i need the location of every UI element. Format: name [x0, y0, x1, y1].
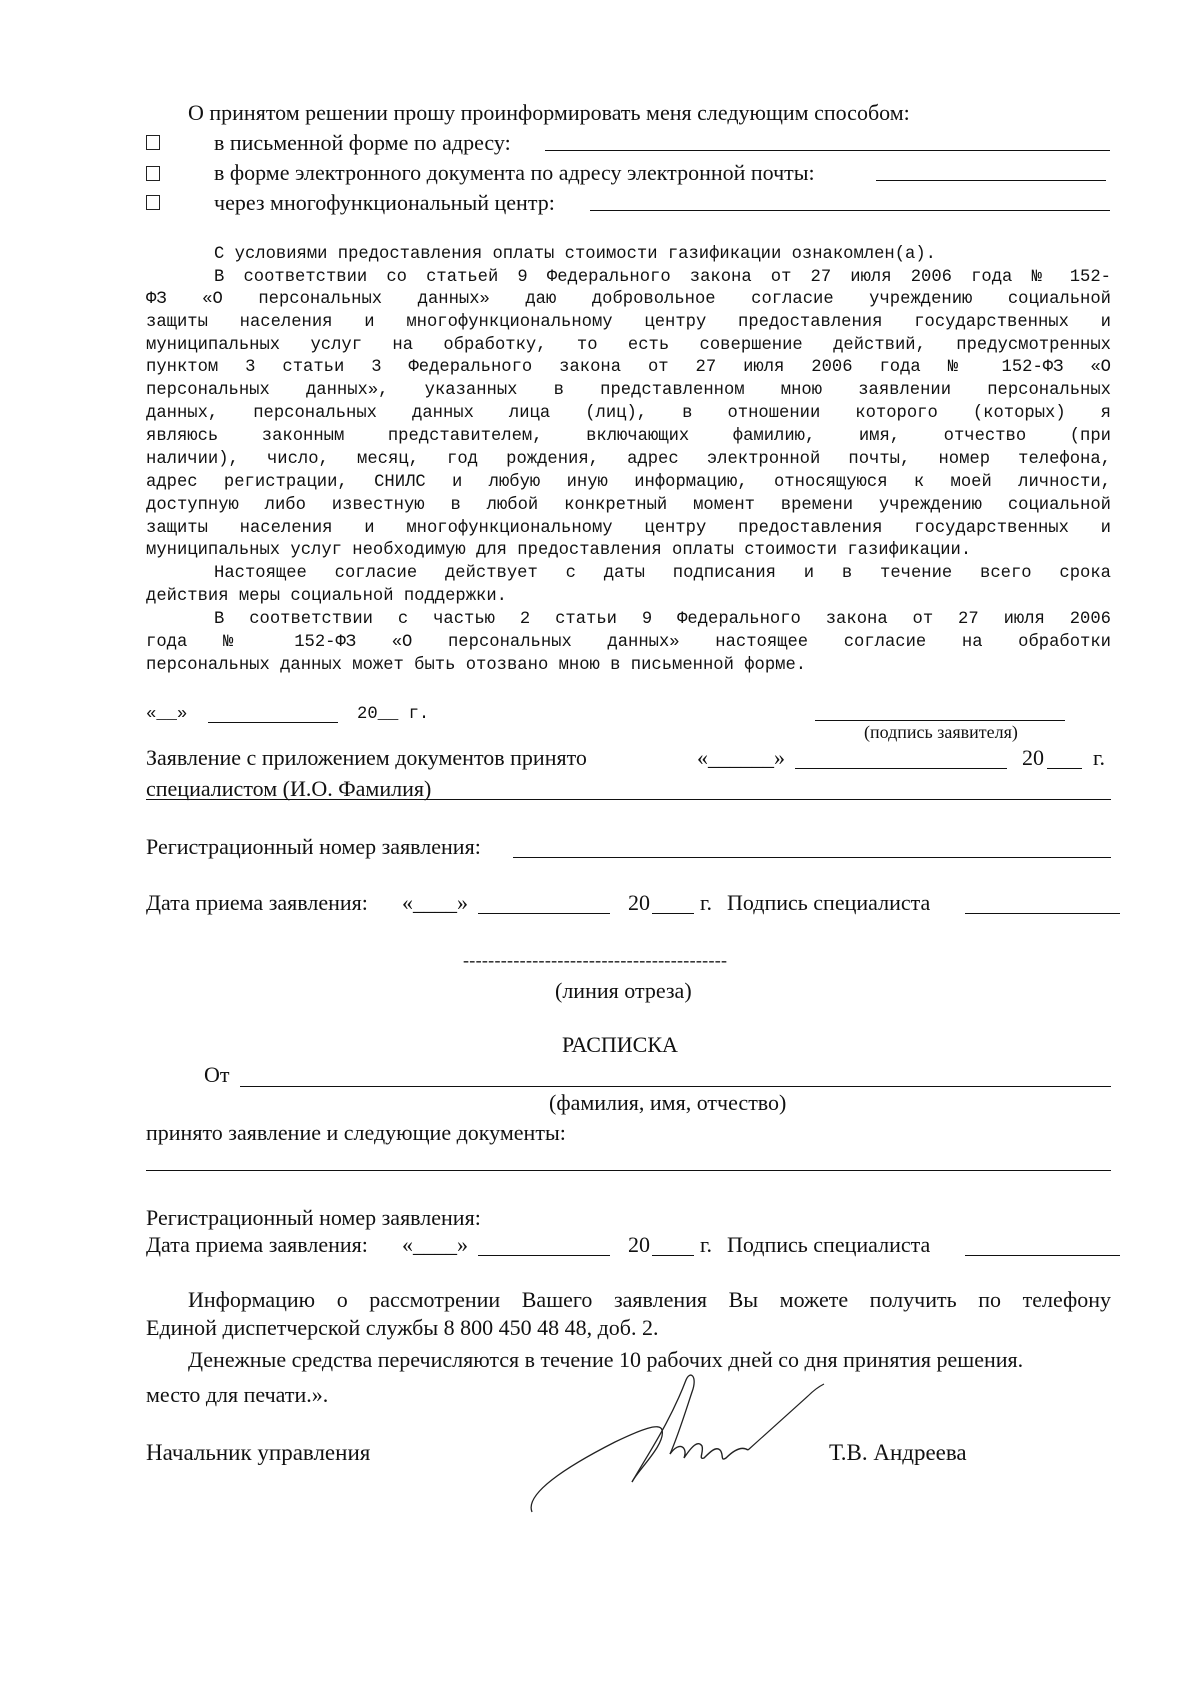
receipt-date-day[interactable]: «____»	[402, 1232, 468, 1257]
info-payment: Денежные средства перечисляются в течение 10 рабочих дней со дня принятия решения.	[188, 1347, 1024, 1372]
consent-line: пунктом 3 статьи 3 Федерального закона от 27 июля 2006 года № 152-ФЗ «О	[146, 358, 1111, 377]
footer-position: Начальник управления	[146, 1440, 371, 1465]
consent-date-month-field[interactable]	[208, 722, 338, 723]
consent-line: года № 152-ФЗ «О персональных данных» настоящее согласие на обработки	[146, 633, 1111, 652]
consent-line: С условиями предоставления оплаты стоимости газификации ознакомлен(а).	[214, 245, 936, 264]
info-phone-line1: Информацию о рассмотрении Вашего заявления Вы можете получить по телефону	[188, 1287, 1111, 1312]
consent-date-day[interactable]: «__»	[146, 705, 188, 724]
checkbox-postal[interactable]	[146, 135, 160, 150]
receipt-from-label: От	[204, 1062, 230, 1087]
receipt-title: РАСПИСКА	[562, 1032, 678, 1057]
receipt-number-label: Регистрационный номер заявления:	[146, 1205, 481, 1230]
consent-line: персональных данных», указанных в представленном мною заявлении персональных	[146, 381, 1111, 400]
consent-line: доступную либо известную в любой конкретный момент времени учреждению социальной	[146, 496, 1111, 515]
consent-line: защиты населения и многофункциональному центру предоставления государственных и	[146, 519, 1111, 538]
mfc-field[interactable]	[590, 210, 1110, 211]
handwritten-signature	[520, 1370, 850, 1530]
option-email: в форме электронного документа по адресу электронной почты:	[214, 160, 815, 185]
reg-signature-field[interactable]	[965, 913, 1120, 914]
applicant-signature-field[interactable]	[815, 720, 1065, 721]
fio-caption: (фамилия, имя, отчество)	[549, 1090, 787, 1115]
consent-date-year[interactable]: 20__ г.	[357, 705, 430, 724]
specialist-label: специалистом (И.О. Фамилия)	[146, 776, 432, 801]
info-phone-line2: Единой диспетчерской службы 8 800 450 48 48, доб. 2.	[146, 1315, 659, 1340]
cut-line: ------------------------------------------	[463, 950, 728, 970]
footer-name: Т.В. Андреева	[829, 1440, 967, 1465]
consent-line: являюсь законным представителем, включающих фамилию, имя, отчество (при	[146, 427, 1111, 446]
reg-number-field[interactable]	[513, 857, 1111, 858]
specialist-name-field[interactable]	[146, 799, 1111, 800]
option-mfc: через многофункциональный центр:	[214, 190, 555, 215]
option-postal: в письменной форме по адресу:	[214, 130, 511, 155]
receipt-documents-field[interactable]	[146, 1170, 1111, 1171]
receipt-signature-label: Подпись специалиста	[727, 1232, 931, 1257]
stamp-place: место для печати.».	[146, 1382, 329, 1407]
signature-caption: (подпись заявителя)	[864, 722, 1018, 742]
acceptance-year-field[interactable]	[1047, 768, 1082, 769]
checkbox-email[interactable]	[146, 166, 160, 181]
consent-line: муниципальных услуг на обработку, то есть совершение действий, предусмотренных	[146, 336, 1111, 355]
cut-caption: (линия отреза)	[555, 978, 692, 1003]
email-address-field[interactable]	[876, 180, 1106, 181]
consent-line: ФЗ «О персональных данных» даю добровольное согласие учреждению социальной	[146, 290, 1111, 309]
receipt-date-label: Дата приема заявления:	[146, 1232, 368, 1257]
receipt-year-suffix: г.	[700, 1232, 713, 1257]
acceptance-date-month-field[interactable]	[795, 768, 1007, 769]
acceptance-label: Заявление с приложением документов принято	[146, 745, 587, 770]
receipt-signature-field[interactable]	[965, 1255, 1120, 1256]
notify-heading: О принятом решении прошу проинформировать меня следующим способом:	[188, 100, 910, 125]
consent-line: данных, персональных данных лица (лиц), в отношении которого (которых) я	[146, 404, 1111, 423]
consent-line: персональных данных может быть отозвано мною в письменной форме.	[146, 656, 807, 675]
receipt-year: 20	[628, 1232, 650, 1257]
reg-date-day[interactable]: «____»	[402, 890, 468, 915]
receipt-accepted-label: принято заявление и следующие документы:	[146, 1120, 566, 1145]
reg-number-label: Регистрационный номер заявления:	[146, 834, 481, 859]
consent-line: Настоящее согласие действует с даты подписания и в течение всего срока	[214, 564, 1111, 583]
acceptance-year: 20	[1022, 745, 1044, 770]
reg-year-field[interactable]	[652, 913, 694, 914]
consent-line: адрес регистрации, СНИЛС и любую иную информацию, относящуюся к моей личности,	[146, 473, 1111, 492]
receipt-date-month-field[interactable]	[478, 1255, 610, 1256]
consent-line: защиты населения и многофункциональному центру предоставления государственных и	[146, 313, 1111, 332]
acceptance-year-suffix: г.	[1093, 745, 1106, 770]
reg-year: 20	[628, 890, 650, 915]
reg-date-label: Дата приема заявления:	[146, 890, 368, 915]
consent-line: В соответствии со статьей 9 Федерального закона от 27 июля 2006 года № 152-	[214, 268, 1111, 287]
acceptance-date-day[interactable]: «______»	[697, 745, 785, 770]
postal-address-field[interactable]	[545, 150, 1110, 151]
consent-line: действия меры социальной поддержки.	[146, 587, 507, 606]
reg-signature-label: Подпись специалиста	[727, 890, 931, 915]
consent-line: наличии), число, месяц, год рождения, адрес электронной почты, номер телефона,	[146, 450, 1111, 469]
reg-year-suffix: г.	[700, 890, 713, 915]
checkbox-mfc[interactable]	[146, 195, 160, 210]
receipt-year-field[interactable]	[652, 1255, 694, 1256]
consent-line: В соответствии с частью 2 статьи 9 Федерального закона от 27 июля 2006	[214, 610, 1111, 629]
receipt-from-field[interactable]	[240, 1086, 1111, 1087]
consent-line: муниципальных услуг необходимую для предоставления оплаты стоимости газификации.	[146, 541, 972, 560]
reg-date-month-field[interactable]	[478, 913, 610, 914]
